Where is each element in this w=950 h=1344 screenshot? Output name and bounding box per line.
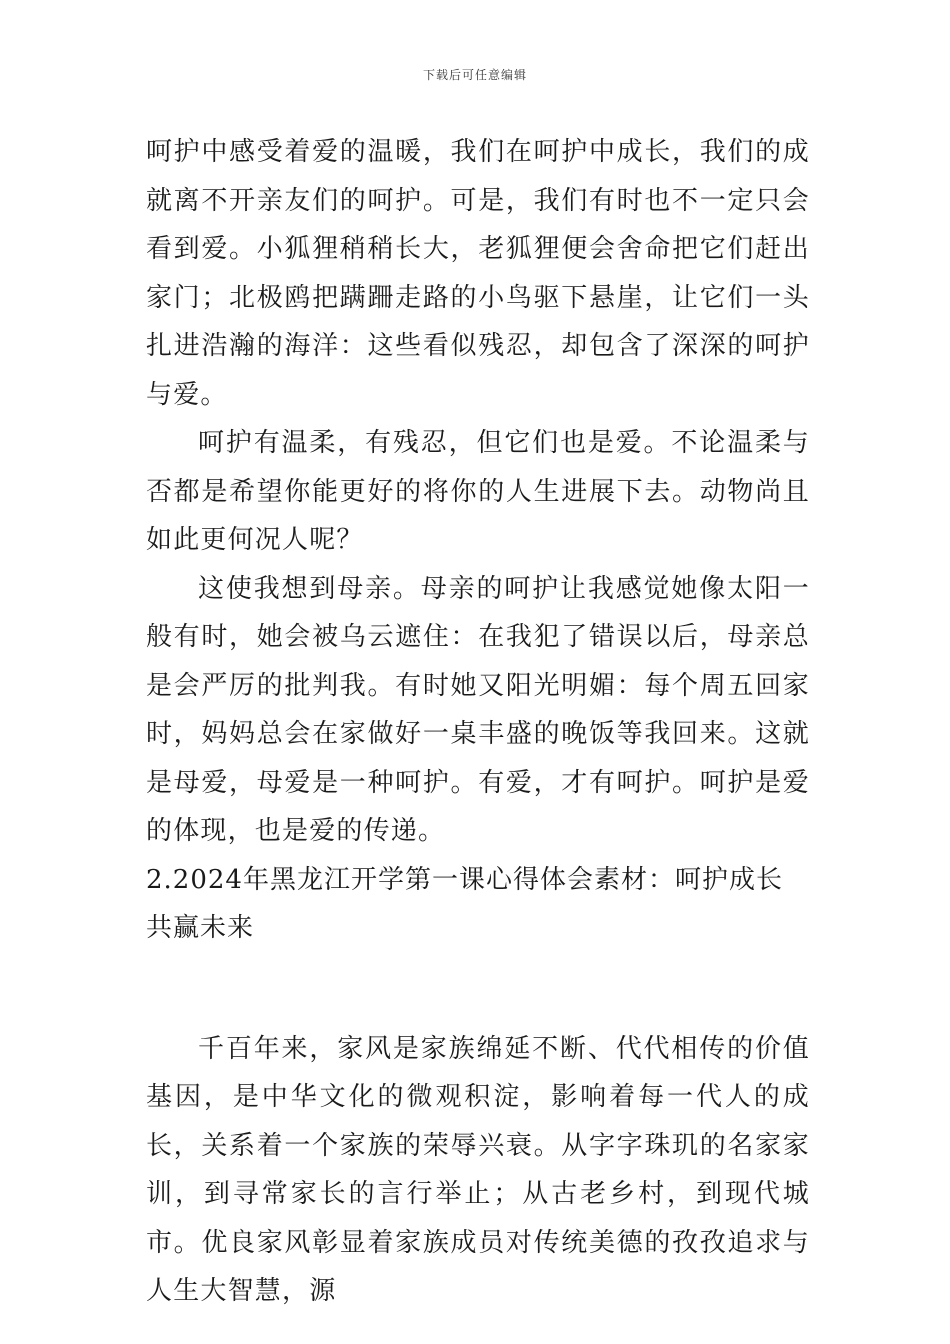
paragraph-2: 呵护有温柔，有残忍，但它们也是爱。不论温柔与否都是希望你能更好的将你的人生进展下去。动物尚且如此更何况人呢？ xyxy=(146,428,810,555)
page-header: 下载后可任意编辑 xyxy=(422,68,527,82)
paragraph-3: 这使我想到母亲。母亲的呵护让我感觉她像太阳一般有时，她会被乌云遮住：在我犯了错误以后，母亲总是会严厉的批判我。有时她又阳光明媚：每个周五回家时，妈妈总会在家做好一桌丰盛的晚饭等我回来。这就是母爱，母爱是一种呵护。有爱，才有呵护。呵护是爱的体现，也是爱的传递。 xyxy=(146,573,810,846)
section-heading: 2.2024年黑龙江开学第一课心得体会素材：呵护成长 共赢未来 xyxy=(146,864,783,943)
paragraph-1: 呵护中感受着爱的温暖，我们在呵护中成长，我们的成就离不开亲友们的呵护。可是，我们有时也不一定只会看到爱。小狐狸稍稍长大，老狐狸便会舍命把它们赶出家门；北极鸥把蹒跚走路的小鸟驱下悬崖，让它们一头扎进浩瀚的海洋：这些看似残忍，却包含了深深的呵护与爱。 xyxy=(146,137,810,410)
paragraph-4: 千百年来，家风是家族绵延不断、代代相传的价值基因，是中华文化的微观积淀，影响着每一代人的成长，关系着一个家族的荣辱兴衰。从字字珠玑的名家家训，到寻常家长的言行举止；从古老乡村，到现代城市。优良家风彰显着家族成员对传统美德的孜孜追求与人生大智慧，源 xyxy=(146,1033,810,1306)
section-spacer xyxy=(146,953,810,1025)
document-body xyxy=(146,128,810,1316)
